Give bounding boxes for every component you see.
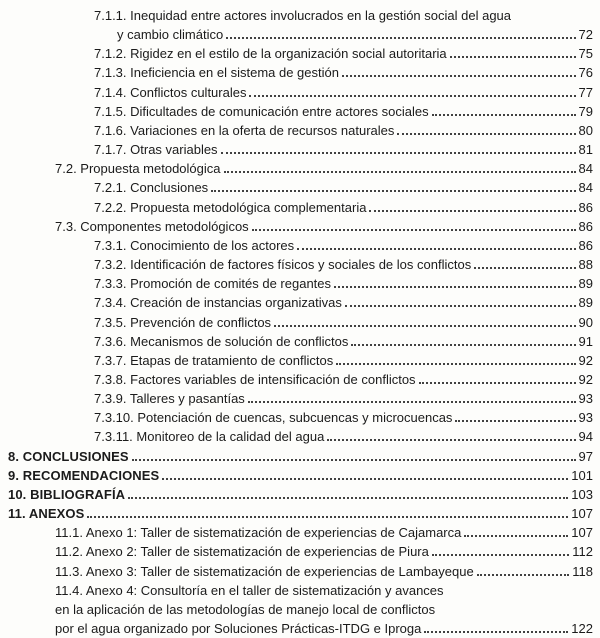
toc-entry (0, 274, 600, 293)
toc-entry (0, 351, 600, 370)
toc-entry-text: y cambio climático (117, 27, 224, 43)
dotted-leader (369, 210, 575, 212)
toc-entry (0, 44, 600, 63)
toc-entry-page: 94 (578, 429, 593, 445)
toc-entry-text: 7.1.4. Conflictos culturales (94, 84, 247, 100)
toc-entry (0, 600, 600, 619)
dotted-leader (432, 554, 569, 556)
dotted-leader (336, 363, 575, 365)
toc-entry (0, 427, 600, 446)
dotted-leader (464, 535, 568, 537)
dotted-leader (477, 574, 570, 576)
toc-entry-page: 91 (578, 333, 593, 349)
dotted-leader (297, 248, 575, 250)
toc-entry (0, 63, 600, 82)
toc-entry-text: 11.2. Anexo 2: Taller de sistematización de experiencias de Piura (55, 544, 429, 560)
toc-entry-page: 75 (578, 46, 593, 62)
toc-entry-page: 80 (578, 122, 593, 138)
toc-entry-text: 7.2.2. Propuesta metodológica complementaria (94, 199, 367, 215)
toc-entry-text: 7.1.3. Ineficiencia en el sistema de gestión (94, 65, 339, 81)
toc-entry-text: 7.1.1. Inequidad entre actores involucrados en la gestión social del agua (94, 8, 512, 23)
toc-entry-text: 7.3.5. Prevención de conflictos (94, 314, 272, 330)
dotted-leader (450, 56, 576, 58)
toc-entry-text: 7.1.6. Variaciones en la oferta de recursos naturales (94, 122, 395, 138)
toc-entry-text: 11.1. Anexo 1: Taller de sistematización de experiencias de Cajamarca (55, 525, 462, 541)
toc-entry-page: 92 (578, 352, 593, 368)
toc-entry-text: en la aplicación de las metodologías de manejo local de conflictos (55, 601, 436, 617)
toc-entry-page: 92 (578, 371, 593, 387)
toc-entry-page: 86 (578, 218, 593, 234)
toc-entry-page: 88 (578, 257, 593, 273)
dotted-leader (327, 439, 575, 441)
dotted-leader (345, 305, 576, 307)
toc-entry-text: por el agua organizado por Soluciones Prácticas-ITDG e Iproga (55, 621, 422, 636)
dotted-leader (274, 325, 575, 327)
toc-entry (0, 466, 600, 485)
toc-entry (0, 562, 600, 581)
toc-entry-page: 76 (578, 65, 593, 81)
toc-entry-page: 118 (572, 563, 593, 579)
dotted-leader (252, 229, 576, 231)
toc-entry-text: 7.2. Propuesta metodológica (55, 161, 221, 177)
toc-entry (0, 102, 600, 121)
toc-entry-page: 101 (571, 467, 593, 483)
toc-entry-text: 7.1.5. Dificultades de comunicación entre actores sociales (94, 103, 429, 119)
dotted-leader (87, 516, 568, 518)
toc-entry-page: 93 (578, 410, 593, 426)
toc-entry (0, 504, 600, 523)
toc-entry-page: 107 (571, 525, 593, 541)
toc-entry (0, 619, 600, 638)
dotted-leader (224, 171, 576, 173)
toc-entry (0, 542, 600, 561)
dotted-leader (474, 267, 575, 269)
toc-entry-text: 7.3.6. Mecanismos de solución de conflictos (94, 333, 349, 349)
toc-entry-text: 9. RECOMENDACIONES (8, 467, 160, 483)
dotted-leader (334, 286, 576, 288)
dotted-leader (432, 114, 576, 116)
dotted-leader (342, 75, 576, 77)
toc-entry-page: 97 (578, 448, 593, 464)
dotted-leader (128, 497, 568, 499)
dotted-leader (351, 344, 575, 346)
toc-entry (0, 313, 600, 332)
toc-entry (0, 217, 600, 236)
toc-entry-page: 90 (578, 314, 593, 330)
toc-entry-text: 7.3.8. Factores variables de intensificación de conflictos (94, 371, 416, 387)
toc-entry-text: 7.3.11. Monitoreo de la calidad del agua (94, 429, 325, 445)
toc-entry-page: 122 (571, 621, 593, 636)
dotted-leader (455, 420, 575, 422)
toc-entry (0, 293, 600, 312)
toc-entry (0, 83, 600, 102)
toc-entry-page: 77 (578, 84, 593, 100)
toc-entry (0, 140, 600, 159)
toc-entry-text: 7.3.7. Etapas de tratamiento de conflictos (94, 352, 334, 368)
toc-entry-text: 10. BIBLIOGRAFÍA (8, 486, 126, 502)
toc-entry-text: 7.1.2. Rigidez en el estilo de la organización social autoritaria (94, 46, 447, 62)
toc-entry-text: 7.3. Componentes metodológicos (55, 218, 249, 234)
toc-entry-page: 112 (572, 544, 593, 560)
toc-entry (0, 6, 600, 25)
toc-entry-text: 7.3.3. Promoción de comités de regantes (94, 276, 332, 292)
toc-entry-page: 103 (571, 486, 593, 502)
toc-entry (0, 178, 600, 197)
toc-entry-text: 7.3.4. Creación de instancias organizativas (94, 295, 342, 311)
toc-entry (0, 485, 600, 504)
toc-entry (0, 255, 600, 274)
toc-entry-page: 89 (578, 295, 593, 311)
dotted-leader (397, 133, 575, 135)
toc-entry-text: 7.3.9. Talleres y pasantías (94, 391, 245, 407)
toc-entry-page: 86 (578, 199, 593, 215)
toc-entry (0, 159, 600, 178)
dotted-leader (249, 95, 575, 97)
toc-entry-text: 8. CONCLUSIONES (8, 448, 129, 464)
toc-entry (0, 370, 600, 389)
toc-entry-text: 11.4. Anexo 4: Consultoría en el taller de sistematización y avances (55, 582, 444, 598)
toc-entry-page: 86 (578, 237, 593, 253)
dotted-leader (162, 478, 568, 480)
toc-entry (0, 523, 600, 542)
toc-entry (0, 25, 600, 44)
toc-entry-text: 7.3.10. Potenciación de cuencas, subcuencas y microcuencas (94, 410, 453, 426)
toc-entry (0, 389, 600, 408)
toc-entry (0, 332, 600, 351)
toc-entry-text: 7.3.2. Identificación de factores físicos y sociales de los conflictos (94, 257, 472, 273)
toc-entry (0, 121, 600, 140)
toc-entry-page: 84 (578, 180, 593, 196)
toc-entry-text: 11. ANEXOS (8, 506, 85, 522)
toc-entry-page: 72 (578, 27, 593, 43)
dotted-leader (132, 459, 576, 461)
toc-entry-text: 7.1.7. Otras variables (94, 142, 218, 158)
dotted-leader (424, 631, 568, 633)
toc-entry (0, 198, 600, 217)
toc-entry-page: 89 (578, 276, 593, 292)
toc-entry (0, 236, 600, 255)
toc-entry-text: 11.3. Anexo 3: Taller de sistematización de experiencias de Lambayeque (55, 563, 474, 579)
dotted-leader (211, 190, 575, 192)
toc-entry (0, 408, 600, 427)
toc-entry (0, 447, 600, 466)
toc-entry-text: 7.3.1. Conocimiento de los actores (94, 237, 295, 253)
dotted-leader (221, 152, 576, 154)
toc-entry-page: 93 (578, 391, 593, 407)
toc-entry-page: 84 (578, 161, 593, 177)
toc-entry-page: 79 (578, 103, 593, 119)
toc-entry (0, 581, 600, 600)
toc-entry-page: 81 (578, 142, 593, 158)
dotted-leader (226, 37, 575, 39)
toc-entry-text: 7.2.1. Conclusiones (94, 180, 209, 196)
dotted-leader (248, 401, 576, 403)
dotted-leader (419, 382, 576, 384)
toc-entry-page: 107 (571, 506, 593, 522)
